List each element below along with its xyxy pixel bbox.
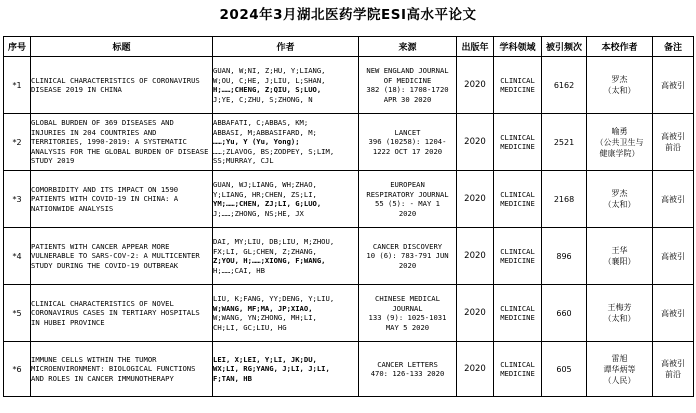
note-line: 高被引 [661, 132, 685, 141]
table-row [4, 342, 694, 397]
paper-title-text: CLINICAL CHARACTERISTICS OF CORONAVIRUS DISEASE 2019 IN CHINA [31, 75, 200, 94]
author-line: ABBASI, M;ABBASIFARD, M; [213, 127, 317, 137]
paper-title-text: PATIENTS WITH CANCER APPEAR MORE VULNERABLE TO SARS-COV-2: A MULTICENTER STUDY DURING THE COVID-19 OUTBREAK [31, 241, 200, 270]
source-line: 2020 [398, 208, 417, 218]
row-number: *3 [4, 171, 31, 228]
paper-title-text: CLINICAL CHARACTERISTICS OF NOVEL CORONAVIRUS CASES IN TERTIARY HOSPITALS IN HUBEI PROVINCE [31, 298, 200, 327]
author-line: Y;LIANG, HR;CHEN, ZS;LI, [213, 189, 317, 199]
table-row [4, 114, 694, 171]
school-author-line: 谭华炳等 [603, 364, 636, 374]
school-author-line: 王华 [611, 246, 628, 255]
field-line: MEDICINE [500, 142, 535, 151]
note [653, 228, 694, 285]
school-author-line: （太和） [603, 314, 636, 323]
table-row [4, 57, 694, 114]
note-line: 高被引 [661, 251, 685, 261]
row-number: *4 [4, 228, 31, 285]
field-line: CLINICAL [500, 359, 535, 369]
table-body [4, 57, 694, 397]
paper-title-text: IMMUNE CELLS WITHIN THE TUMOR MICROENVIRONMENT: BIOLOGICAL FUNCTIONS AND ROLES IN CANCER IMMUNOTHERAPY [31, 354, 196, 383]
source-line: 2020 [398, 260, 417, 270]
paper-title [31, 171, 213, 228]
subject-field [494, 114, 542, 171]
header-year: 出版年 [457, 37, 494, 57]
author-line: W;OU, C;HE, J;LIU, L;SHAN, [213, 75, 326, 85]
source-line: CANCER DISCOVERY [372, 241, 443, 251]
school-author-line: （公共卫生与 [595, 137, 644, 147]
author-line: LEI, X;LEI, Y;LI, JK;DU, [213, 354, 317, 364]
paper-source [359, 171, 457, 228]
subject-field [494, 57, 542, 114]
citation-count: 605 [542, 342, 587, 397]
source-line: NEW ENGLAND JOURNAL [366, 66, 449, 75]
author-line: ……;Yu, Y (Yu, Yong); [213, 137, 300, 147]
header-school-author: 本校作者 [587, 37, 653, 57]
citation-count: 896 [542, 228, 587, 285]
author-line: SS;MURRAY, CJL [213, 156, 274, 166]
source-line: RESPIRATORY JOURNAL [366, 189, 449, 199]
row-number: *5 [4, 285, 31, 342]
paper-title-text: GLOBAL BURDEN OF 369 DISEASES AND INJURIES IN 204 COUNTRIES AND TERRITORIES, 1990-2019: A SYSTEMATIC ANALYSIS FOR THE GLOBAL BURDEN OF DISEASE STUDY 2019 [31, 118, 209, 166]
school-author-line: 雷旭 [611, 353, 628, 363]
field-line: CLINICAL [500, 246, 535, 256]
header-no: 序号 [4, 37, 31, 57]
note-line: 高被引 [661, 80, 685, 90]
publication-year: 2020 [457, 342, 494, 397]
row-number: *2 [4, 114, 31, 171]
field-line: CLINICAL [500, 303, 535, 313]
paper-authors [213, 228, 359, 285]
source-line: CANCER LETTERS [377, 359, 438, 369]
header-source: 来源 [359, 37, 457, 57]
source-line: CHINESE MEDICAL [375, 294, 440, 303]
author-line: J;……;ZHONG, NS;HE, JX [213, 208, 304, 218]
school-author [587, 57, 653, 114]
field-line: CLINICAL [500, 75, 535, 85]
note [653, 57, 694, 114]
subject-field [494, 342, 542, 397]
source-line: OF MEDICINE [383, 75, 432, 85]
paper-source [359, 342, 457, 397]
paper-title [31, 228, 213, 285]
note-line: 前沿 [665, 143, 681, 152]
publication-year: 2020 [457, 228, 494, 285]
subject-field [494, 285, 542, 342]
field-line: MEDICINE [500, 199, 535, 208]
source-line: 133 (9): 1025-1031 [368, 313, 447, 322]
field-line: CLINICAL [500, 189, 535, 199]
field-line: CLINICAL [500, 132, 535, 142]
author-line: J;YE, C;ZHU, S;ZHONG, N [213, 94, 313, 104]
source-line: MAY 5 2020 [385, 322, 430, 332]
author-line: ……;ZLAVOG, BS;ZODPEY, S;LIM, [213, 146, 335, 156]
author-line: GUAN, W;NI, Z;HU, Y;LIANG, [213, 66, 326, 75]
school-author-line: 罗杰 [611, 189, 628, 198]
note [653, 285, 694, 342]
paper-title [31, 342, 213, 397]
papers-table [3, 36, 694, 397]
source-line: EUROPEAN [390, 180, 425, 189]
school-author-line: 健康学院） [599, 148, 640, 158]
author-line: CH;LI, GC;LIU, HG [213, 322, 287, 332]
citation-count: 660 [542, 285, 587, 342]
author-line: WX;LI, RG;YANG, J;LI, J;LI, [213, 364, 330, 374]
school-author [587, 342, 653, 397]
school-author-line: （太和） [603, 200, 636, 209]
school-author-line: （襄阳） [603, 257, 636, 266]
header-field: 学科领域 [494, 37, 542, 57]
publication-year: 2020 [457, 57, 494, 114]
header-note: 备注 [653, 37, 694, 57]
header-row [4, 37, 694, 57]
header-citations: 被引频次 [542, 37, 587, 57]
paper-source [359, 114, 457, 171]
note-line: 高被引 [661, 359, 685, 368]
author-line: ABBAFATI, C;ABBAS, KM; [213, 118, 309, 128]
citation-count: 2521 [542, 114, 587, 171]
note-line: 前沿 [665, 370, 681, 379]
school-author-line: （太和） [603, 86, 636, 95]
publication-year: 2020 [457, 171, 494, 228]
publication-year: 2020 [457, 285, 494, 342]
row-number: *6 [4, 342, 31, 397]
paper-source [359, 228, 457, 285]
source-line: 470: 126-133 2020 [370, 369, 445, 378]
paper-title [31, 114, 213, 171]
table-row [4, 285, 694, 342]
source-line: LANCET [394, 127, 421, 137]
note [653, 114, 694, 171]
field-line: MEDICINE [500, 369, 535, 378]
table-row [4, 228, 694, 285]
school-author [587, 171, 653, 228]
author-line: W;WANG, YN;ZHONG, MH;LI, [213, 313, 317, 322]
school-author [587, 114, 653, 171]
author-line: H;……;CAI, HB [213, 265, 265, 275]
author-line: YM;……;CHEN, ZJ;LI, G;LUO, [213, 199, 322, 208]
paper-title [31, 57, 213, 114]
header-authors: 作者 [213, 37, 359, 57]
note [653, 171, 694, 228]
author-line: FX;LI, GL;CHEN, Z;ZHANG, [213, 246, 317, 256]
table-row [4, 171, 694, 228]
field-line: MEDICINE [500, 313, 535, 322]
paper-authors [213, 285, 359, 342]
header-title: 标题 [31, 37, 213, 57]
source-line: 382 (18): 1708-1720 [366, 85, 449, 94]
paper-title-text: COMORBIDITY AND ITS IMPACT ON 1590 PATIENTS WITH COVID-19 IN CHINA: A NATIONWIDE ANALYSIS [31, 184, 179, 213]
paper-authors [213, 57, 359, 114]
paper-source [359, 285, 457, 342]
source-line: 1222 OCT 17 2020 [372, 146, 443, 156]
source-line: 396 (10258): 1204- [368, 137, 447, 147]
citation-count: 6162 [542, 57, 587, 114]
subject-field [494, 228, 542, 285]
author-line: GUAN, WJ;LIANG, WH;ZHAO, [213, 180, 317, 189]
author-line: LIU, K;FANG, YY;DENG, Y;LIU, [213, 294, 335, 303]
source-line: JOURNAL [392, 303, 423, 313]
field-line: MEDICINE [500, 256, 535, 265]
page-title: 2024年3月湖北医药学院ESI高水平论文 [219, 7, 477, 23]
subject-field [494, 171, 542, 228]
paper-source [359, 57, 457, 114]
school-author-line: 罗杰 [611, 75, 628, 84]
field-line: MEDICINE [500, 85, 535, 94]
source-line: 10 (6): 783-791 JUN [366, 251, 449, 261]
author-line: H;……;CHENG, Z;QIU, S;LUO, [213, 85, 322, 94]
author-line: DAI, MY;LIU, DB;LIU, M;ZHOU, [213, 237, 335, 246]
row-number: *1 [4, 57, 31, 114]
author-line: F;TAN, HB [213, 373, 252, 383]
school-author-line: （人民） [603, 375, 636, 385]
school-author-line: 王梅芳 [607, 303, 632, 312]
citation-count: 2168 [542, 171, 587, 228]
paper-title [31, 285, 213, 342]
paper-authors [213, 342, 359, 397]
note-line: 高被引 [661, 194, 685, 204]
school-author [587, 228, 653, 285]
source-line: 55 (5): - MAY 1 [375, 199, 440, 208]
school-author-line: 喻勇 [611, 126, 628, 136]
note [653, 342, 694, 397]
author-line: W;WANG, MF;MA, JP;XIAO, [213, 303, 313, 313]
paper-authors [213, 171, 359, 228]
author-line: Z;YOU, H;……;XIONG, F;WANG, [213, 256, 326, 265]
publication-year: 2020 [457, 114, 494, 171]
paper-authors [213, 114, 359, 171]
source-line: APR 30 2020 [383, 94, 432, 104]
note-line: 高被引 [661, 308, 685, 318]
school-author [587, 285, 653, 342]
